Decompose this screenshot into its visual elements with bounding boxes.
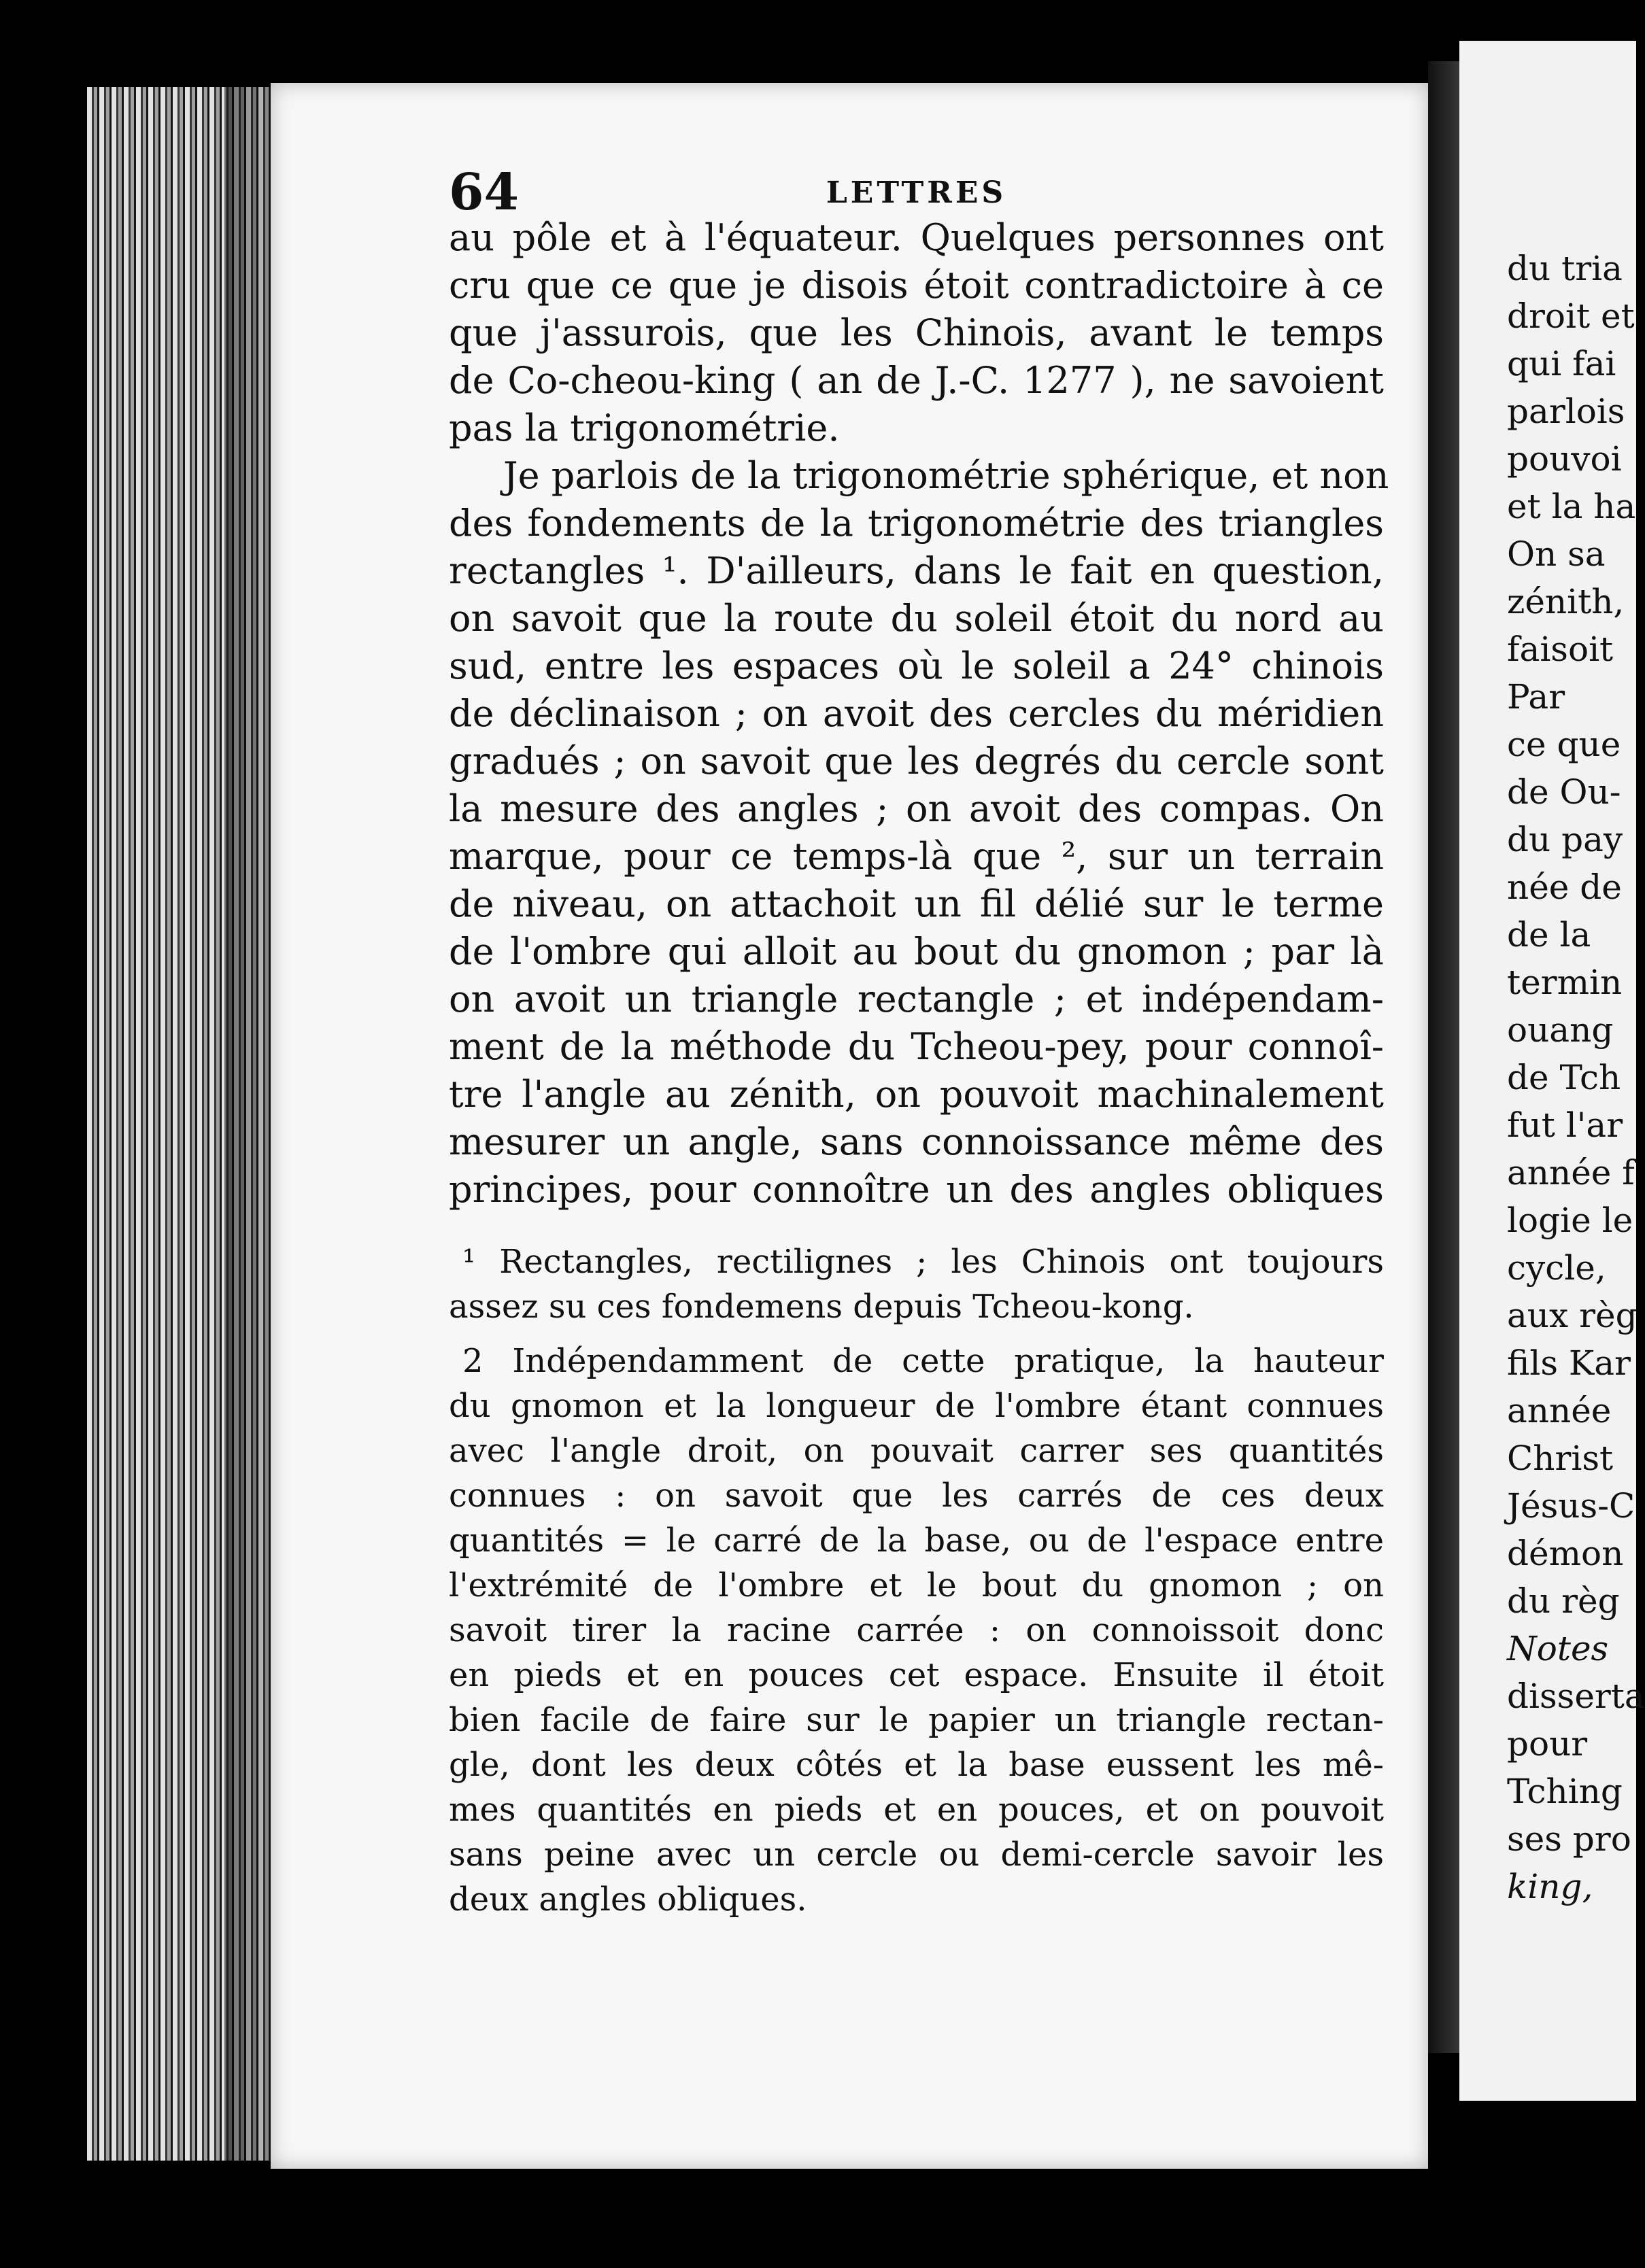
right-page-line: fut l'ar [1507, 1105, 1623, 1145]
footnote-1 [449, 1239, 1384, 1329]
right-page-line: Jésus-C [1507, 1486, 1635, 1526]
footnote-line: du gnomon et la longueur de l'ombre étant connues [449, 1387, 1384, 1425]
text-line: principes, pour connoître un des angles obliques [449, 1168, 1384, 1211]
book-page-left [271, 83, 1428, 2169]
footnote-line: sans peine avec un cercle ou demi-cercle savoir les [449, 1836, 1384, 1874]
footnote-line: deux angles obliques. [449, 1880, 807, 1919]
right-page-line: année f [1507, 1153, 1635, 1192]
text-line: de niveau, on attachoit un fil délié sur le terme [449, 882, 1384, 925]
right-page-line: du tria [1507, 249, 1623, 288]
text-line: cru que ce que je disois étoit contradictoire à ce [449, 264, 1384, 307]
footnote-line: assez su ces fondemens depuis Tcheou-kong. [449, 1288, 1194, 1326]
footnote-line: bien facile de faire sur le papier un triangle rectan- [449, 1701, 1384, 1739]
text-line: marque, pour ce temps-là que ², sur un terrain [449, 835, 1384, 878]
footnote-line: connues : on savoit que les carrés de ces deux [449, 1477, 1384, 1515]
right-page-line: ouang [1507, 1010, 1614, 1050]
text-line: pas la trigonométrie. [449, 407, 840, 449]
right-page-line: année [1507, 1391, 1612, 1430]
right-page-line: fils Kar [1507, 1343, 1631, 1383]
right-page-line: aux règ [1507, 1296, 1638, 1335]
footnote-line: savoit tirer la racine carrée : on connoissoit donc [449, 1611, 1384, 1649]
right-page-line: pouvoi [1507, 439, 1622, 479]
gutter-shadow-right [1428, 61, 1462, 2053]
book-page-right [1459, 41, 1645, 2101]
right-page-line: zénith, [1507, 582, 1625, 621]
text-line: Je parlois de la trigonométrie sphérique, et non [503, 454, 1389, 497]
right-page-text [1507, 245, 1645, 1910]
text-line: des fondements de la trigonométrie des triangles [449, 502, 1384, 545]
text-line: de déclinaison ; on avoit des cercles du méridien [449, 692, 1384, 735]
footnote-line: mes quantités en pieds et en pouces, et on pouvoit [449, 1791, 1384, 1829]
right-page-line: cycle, [1507, 1248, 1606, 1288]
right-page-line: disserta [1507, 1677, 1645, 1716]
text-line: on avoit un triangle rectangle ; et indépendam- [449, 978, 1384, 1020]
right-page-line: née de [1507, 867, 1622, 907]
right-page-line: Tching [1507, 1772, 1623, 1811]
right-page-line: droit et [1507, 296, 1635, 336]
right-page-line: démon [1507, 1534, 1624, 1573]
gutter-shadow [224, 87, 272, 2161]
right-page-line: termin [1507, 963, 1623, 1002]
right-page-line: de Ou- [1507, 772, 1621, 812]
right-page-line: de Tch [1507, 1058, 1621, 1097]
footnote-line: ¹ Rectangles, rectilignes ; les Chinois ont toujours [462, 1243, 1384, 1281]
right-page-line: du pay [1507, 820, 1623, 859]
paragraph-2 [449, 452, 1389, 1214]
text-line: gradués ; on savoit que les degrés du cercle sont [449, 740, 1384, 783]
right-page-line: pour [1507, 1724, 1588, 1764]
text-line: de Co-cheou-king ( an de J.-C. 1277 ), ne savoient [449, 359, 1384, 402]
text-line: que j'assurois, que les Chinois, avant le temps [449, 311, 1384, 354]
main-text [449, 214, 1389, 1922]
text-line: ment de la méthode du Tcheou-pey, pour connoî- [449, 1025, 1384, 1068]
footnote-2 [449, 1339, 1384, 1922]
right-page-line: On sa [1507, 534, 1606, 574]
footnote-line: en pieds et en pouces cet espace. Ensuite il étoit [449, 1656, 1384, 1694]
paragraph-1 [449, 214, 1384, 452]
right-page-line: logie le [1507, 1201, 1633, 1240]
text-line: tre l'angle au zénith, on pouvoit machinalement [449, 1073, 1384, 1116]
footnotes [449, 1239, 1384, 1922]
text-line: rectangles ¹. D'ailleurs, dans le fait en question, [449, 549, 1384, 592]
right-page-line: parlois [1507, 392, 1625, 431]
text-line: de l'ombre qui alloit au bout du gnomon ; par là [449, 930, 1384, 973]
right-page-line: et la ha [1507, 487, 1636, 526]
footnote-line: gle, dont les deux côtés et la base eussent les mê- [449, 1746, 1384, 1784]
page-number: 64 [449, 163, 519, 222]
text-line: mesurer un angle, sans connoissance même des [449, 1120, 1384, 1163]
text-line: la mesure des angles ; on avoit des compas. On [449, 787, 1384, 830]
right-page-line: Par [1507, 677, 1565, 717]
right-page-line: ses pro [1507, 1819, 1631, 1859]
right-page-line: qui fai [1507, 344, 1616, 383]
right-page-line: du règ [1507, 1581, 1620, 1621]
text-line: sud, entre les espaces où le soleil a 24° chinois [449, 645, 1384, 687]
text-line: on savoit que la route du soleil étoit du nord au [449, 597, 1384, 640]
right-page-line: faisoit [1507, 630, 1614, 669]
footnote-line: 2 Indépendamment de cette pratique, la hauteur [462, 1342, 1384, 1380]
right-page-line: king, [1507, 1867, 1593, 1906]
right-page-line: Christ [1507, 1439, 1614, 1478]
footnote-line: avec l'angle droit, on pouvait carrer ses quantités [449, 1432, 1384, 1470]
footnote-line: l'extrémité de l'ombre et le bout du gnomon ; on [449, 1566, 1384, 1604]
right-page-line: de la [1507, 915, 1591, 955]
running-title: LETTRES [826, 175, 1007, 210]
right-page-line: Notes [1507, 1629, 1609, 1668]
text-line: au pôle et à l'équateur. Quelques personnes ont [449, 216, 1384, 259]
footnote-line: quantités = le carré de la base, ou de l'espace entre [449, 1522, 1384, 1560]
right-page-line: ce que [1507, 725, 1621, 764]
